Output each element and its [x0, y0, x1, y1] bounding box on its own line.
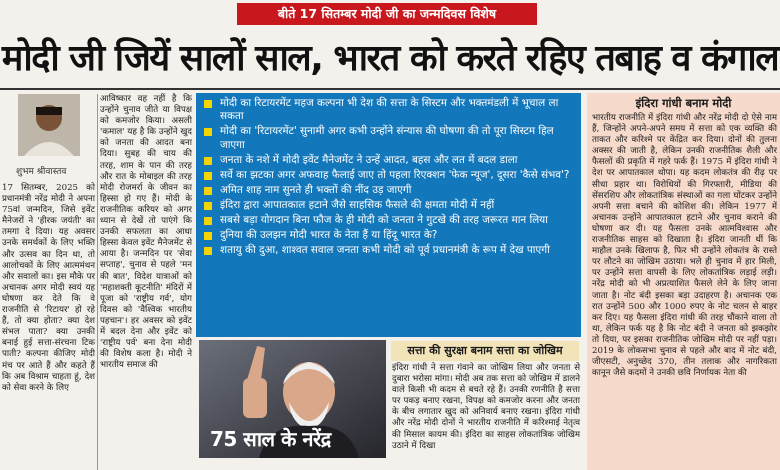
highlight-text: सबसे बड़ा योगदान बिना फौज के ही मोदी को जनता ने गुटखे की तरह जरूरत मान लिया	[220, 213, 548, 226]
bullet-square-icon	[204, 247, 212, 255]
highlight-text: मोदी का 'रिटायरमेंट' सुनामी अगर कभी उन्होंने संन्यास की घोषणा की तो पूरा सिस्टम हिल जाएगा	[220, 125, 554, 151]
bullet-square-icon	[204, 217, 212, 225]
highlight-text: अमित शाह नाम सुनते ही भक्तों की नींद उड़ जाएगी	[220, 183, 412, 196]
highlight-text: सर्वे का झटका अगर अफवाह फैलाई जाए तो पहला रिएक्शन 'फेक न्यूज', दूसरा 'कैसे संभव'?	[220, 168, 570, 181]
bullet-square-icon	[204, 232, 212, 240]
bullet-square-icon	[204, 187, 212, 195]
article-column-middle: आविष्कार वह नहीं है कि उन्होंने चुनाव जीते या विपक्ष को कमजोर किया। असली 'कमाल' यह है कि उन्होंने खुद को जनता की आदत बना दिया। सुबह की चाय की तरह, शाम के पान की तरह और रात के मोबाइल की तरह मोदी रोजमर्रा के जीवन का हिस्सा हो गए हैं। मोदी के राजनीतिक करियर को अगर ध्यान से देखें तो पाएंगे कि उनकी सफलता का आधा हिस्सा केवल इवेंट मैनेजमेंट से आया है। जन्मदिन पर 'सेवा सप्ताह', चुनाव से पहले 'मन की बात', विदेश यात्राओं को 'महाशक्ती कूटनीति' मंदिरों में पूजा को 'राष्ट्रीय गर्व', योग दिवस को 'वैश्विक भारतीय पहचान'। हर अवसर को इवेंट में बदल देना और इवेंट को 'राष्ट्रीय पर्व' बना देना मोदी की विशेष कला है। मोदी ने भारतीय समाज की	[100, 94, 192, 371]
bullet-square-icon	[204, 100, 212, 108]
highlight-text: शतायु की दुआ, शाश्वत सवाल जनता कभी मोदी को पूर्व प्रधानमंत्री के रूप में देख पाएगी	[220, 243, 550, 256]
highlight-text: मोदी का रिटायरमेंट महज कल्पना भी देश की सत्ता के सिस्टम और भक्तमंडली में भूचाल ला सकता	[220, 97, 559, 123]
kicker-banner: बीते 17 सितम्बर मोदी जी का जन्मदिवस विशेष	[237, 3, 537, 25]
highlight-text: इंदिरा द्वारा आपातकाल हटाने जैसे साहसिक फैसले की क्षमता मोदी में नहीं	[220, 198, 495, 211]
highlight-item	[204, 244, 575, 257]
bullet-square-icon	[204, 157, 212, 165]
highlight-item	[204, 184, 575, 197]
highlight-item	[204, 154, 575, 167]
highlight-item	[204, 169, 575, 182]
bullet-square-icon	[204, 128, 212, 136]
photo-caption: 75 साल के नरेंद्र	[210, 427, 331, 451]
page-title: मोदी जी जियें सालों साल, भारत को करते रहिए तबाह व कंगाल	[1, 38, 779, 79]
bullet-square-icon	[204, 172, 212, 180]
article-section-security: इंदिरा गांधी ने सत्ता गंवाने का जोखिम लिया और जनता से दुबारा भरोसा मांगा। मोदी अब तक सत्ता को जोखिम में डालने वाले किसी भी कदम से बचते रहे हैं। उनकी रणनीति है सत्ता पर पकड़ बनाए रखना, विपक्ष को कमजोर करना और जनता के बीच लगातार खुद को अनिवार्य बनाए रखना। इंदिरा गांधी और नरेंद्र मोदी दोनों ने भारतीय राजनीति में करिश्माई नेतृत्व की मिसाल कायम की। इंदिरा का साहस लोकतांत्रिक जोखिम उठाने में दिखा	[392, 363, 580, 451]
bullet-square-icon	[204, 202, 212, 210]
highlight-text: दुनिया की उलझन मोदी भारत के नेता हैं या हिंदू भारत के?	[220, 228, 438, 241]
author-byline: शुभम श्रीवास्तव	[16, 167, 67, 177]
section-heading-security: सत्ता की सुरक्षा बनाम सत्ता का जोखिम	[391, 341, 579, 361]
highlights-list	[196, 93, 581, 257]
headline-rule	[0, 88, 780, 90]
highlight-item	[204, 97, 575, 124]
highlight-item	[204, 214, 575, 227]
highlights-box	[196, 93, 581, 337]
section-heading-indira: इंदिरा गांधी बनाम मोदी	[635, 96, 732, 110]
highlight-item	[204, 229, 575, 242]
column-divider	[97, 94, 98, 470]
highlight-item	[204, 199, 575, 212]
author-photo	[18, 94, 80, 156]
highlight-text: जनता के नशे में मोदी इवेंट मैनेजमेंट ने उन्हें आदत, बहस और लत में बदल डाला	[220, 153, 518, 166]
article-section-indira: भारतीय राजनीति में इंदिरा गांधी और नरेंद्र मोदी दो ऐसे नाम हैं, जिन्होंने अपने-अपने समय में सत्ता को एक व्यक्ति की ताकत और करिश्मे पर केंद्रित कर दिया। दोनों की तुलना अक्सर की जाती है, लेकिन उनकी राजनीतिक शैली और फैसलों की प्रकृति में गहरे फर्क हैं। 1975 में इंदिरा गांधी ने देश पर आपातकाल थोपा। यह कदम लोकतंत्र की रीढ़ पर सीधा प्रहार था। विरोधियों की गिरफ्तारी, मीडिया की सेंसरशिप और लोकतांत्रिक संस्थाओं का गला घोंटकर उन्होंने अपनी सत्ता बचाने की कोशिश की। लेकिन 1977 में अचानक उन्होंने आपातकाल हटाने और चुनाव कराने की घोषणा कर दी। यह फैसला उनके आत्मविश्वास और राजनीतिक साहस को दिखाता है। इंदिरा जानती थीं कि माहौल उनके खिलाफ है, फिर भी उन्होंने लोकतंत्र के रास्ते पर लौटने का जोखिम उठाया। भले ही चुनाव में हार मिली, पर उन्होंने सत्ता वापसी के लिए लोकतांत्रिक लड़ाई लड़ी। नरेंद्र मोदी को भी अप्रत्याशित फैसले लेने के लिए जाना जाता है। नोट बंदी इसका बड़ा उदाहरण है। अचानक एक रात उन्होंने 500 और 1000 रुपए के नोट चलन से बाहर कर दिए। यह फैसला इंदिरा गांधी की तरह चौंकाने वाला तो था, लेकिन फर्क यह है कि नोट बंदी ने जनता को झकझोर तो दिया, पर इसका राजनीतिक जोखिम मोदी पर नहीं पड़ा। 2019 के लोकसभा चुनाव से पहले और बाद में नोट बंदी, जीएसटी, अनुच्छेद 370, तीन तलाक और नागरिकता कानून जैसे कदमों ने उनकी छवि निर्णायक नेता की	[592, 113, 777, 379]
article-column-left: 17 सितम्बर, 2025 को प्रधानमंत्री नरेंद्र मोदी ने अपना 75वां जन्मदिन, जिसे इवेंट मैनेजरों ने 'हीरक जयंती' का तमगा दे दिया। यह अवसर उनके समर्थकों के लिए भक्ति और उत्सव का दिन था, तो आलोचकों के लिए आत्ममंथन और सवालों का। इस मौके पर अचानक अगर मोदी स्वयं यह घोषणा कर देते कि वे राजनीति से 'रिटायर' हो रहे हैं, तो क्या होता? क्या देश संभल पाता? क्या उनकी बनाई हुई सत्ता-संरचना टिक पाती? कल्पना कीजिए मोदी मंच पर आते हैं और कहते हैं कि अब विश्राम चाहता हूं, देश को सेवा करने के लिए	[2, 183, 95, 393]
highlight-item	[204, 125, 575, 152]
